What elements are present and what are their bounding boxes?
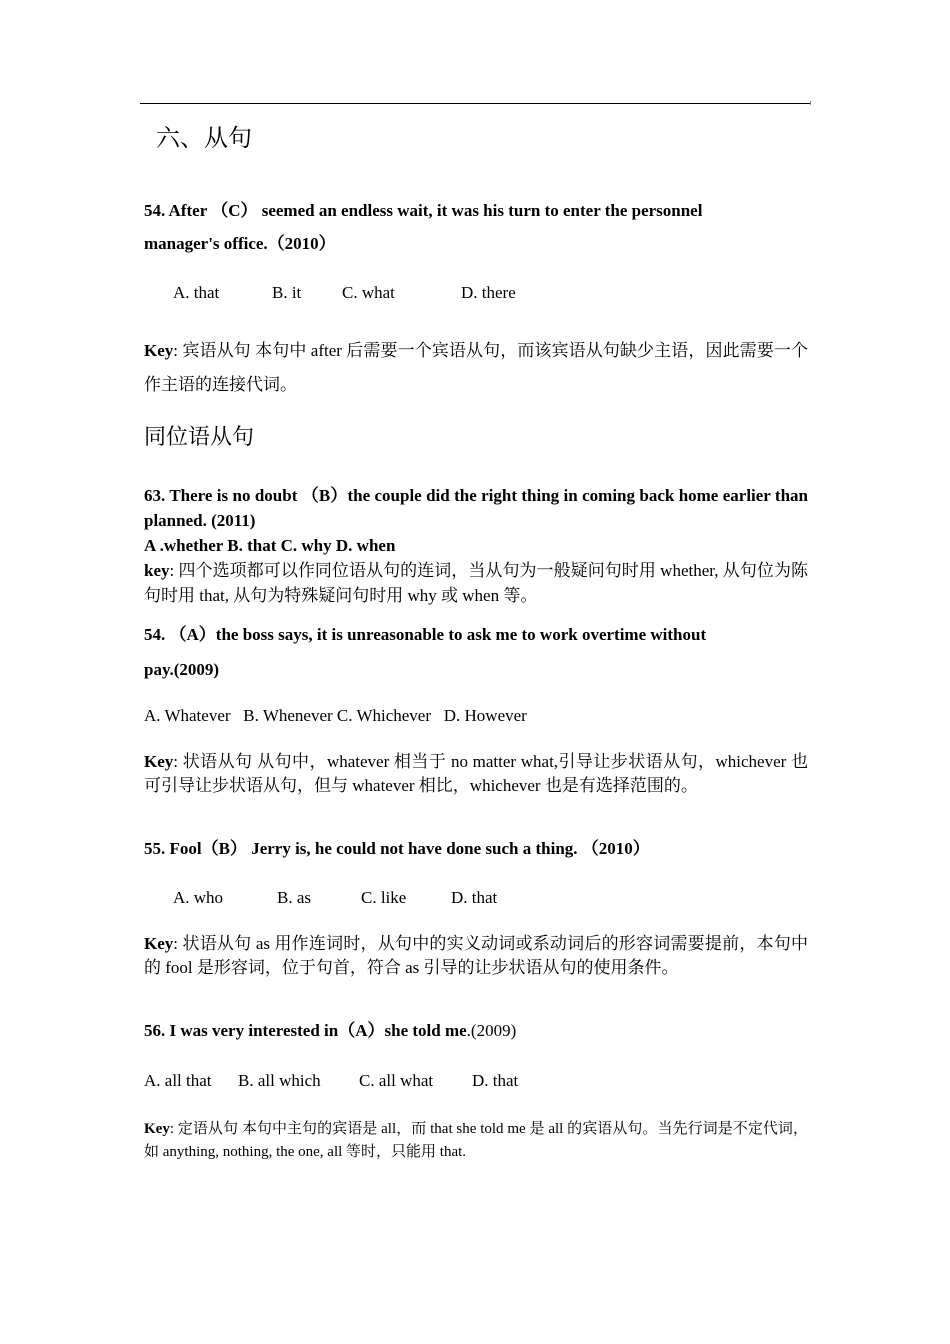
- key-label: Key: [144, 341, 174, 360]
- key-text: : 四个选项都可以作同位语从句的连词，当从句为一般疑问句时用 whether, 从句位为陈句时用 that, 从句为特殊疑问句时用 why 或 when 等。: [144, 561, 808, 605]
- option-b: B. as: [277, 888, 311, 907]
- option-a: A. who: [173, 888, 224, 907]
- key-label: Key: [144, 934, 174, 953]
- key-54-2010: [144, 334, 808, 402]
- header-rule: [140, 103, 810, 104]
- question-line-2: manager's office.（2010）: [144, 234, 336, 253]
- question-year: .(2009): [466, 1021, 517, 1040]
- key-label: Key: [144, 752, 174, 771]
- option-b: B. all which: [238, 1071, 321, 1090]
- key-54-2009: [144, 750, 808, 798]
- question-54-2010: [144, 194, 808, 260]
- subsection-title: 同位语从句: [144, 424, 255, 449]
- question-line-1: 54. After （C） seemed an endless wait, it was his turn to enter the personnel: [144, 201, 703, 220]
- question-63: 63. There is no doubt （B）the couple did the right thing in coming back home earlier than planned. (2011): [144, 486, 808, 530]
- option-d: D. there: [461, 283, 516, 302]
- key-56: [144, 1118, 808, 1164]
- key-text: : 状语从句 从句中，whatever 相当于 no matter what,引导让步状语从句，whichever 也可引导让步状语从句，但与 whatever 相比，whichever 也是有选择范围的。: [144, 752, 808, 795]
- question-56: [144, 1016, 808, 1041]
- key-text: : 定语从句 本句中主句的宾语是 all，而 that she told me 是 all 的宾语从句。当先行词是不定代词，如 anything, nothing, the one, all 等时，只能用 that.: [144, 1121, 808, 1160]
- key-label: Key: [144, 1121, 170, 1137]
- question-line-2: pay.(2009): [144, 660, 220, 679]
- section-title: 六、从句: [156, 126, 252, 152]
- option-a: A. all that: [144, 1071, 212, 1090]
- key-55: [144, 932, 808, 980]
- option-c: C. what: [342, 283, 395, 302]
- question-54-2009: [144, 617, 808, 687]
- key-63: [144, 558, 808, 608]
- key-text: : 状语从句 as 用作连词时，从句中的实义动词或系动词后的形容词需要提前，本句中的 fool 是形容词，位于句首，符合 as 引导的让步状语从句的使用条件。: [144, 934, 808, 977]
- key-label: key: [144, 561, 170, 580]
- option-d: D. that: [472, 1071, 519, 1090]
- question-line-1: 54. （A）the boss says, it is unreasonable to ask me to work overtime without: [144, 625, 707, 644]
- question-55: 55. Fool（B） Jerry is, he could not have done such a thing. （2010）: [144, 839, 650, 858]
- key-text: : 宾语从句 本句中 after 后需要一个宾语从句，而该宾语从句缺少主语，因此需要一个作主语的连接代词。: [144, 341, 808, 394]
- option-c: C. all what: [359, 1071, 434, 1090]
- options-63: A .whether B. that C. why D. when: [144, 536, 396, 555]
- option-a: A. that: [173, 283, 220, 302]
- option-c: C. like: [361, 888, 407, 907]
- option-d: D. that: [451, 888, 498, 907]
- option-b: B. it: [272, 283, 302, 302]
- options-54-2009: A. Whatever B. Whenever C. Whichever D. However: [144, 706, 527, 725]
- question-text: 56. I was very interested in（A）she told me: [144, 1021, 467, 1040]
- header-rule-mark: [810, 101, 811, 105]
